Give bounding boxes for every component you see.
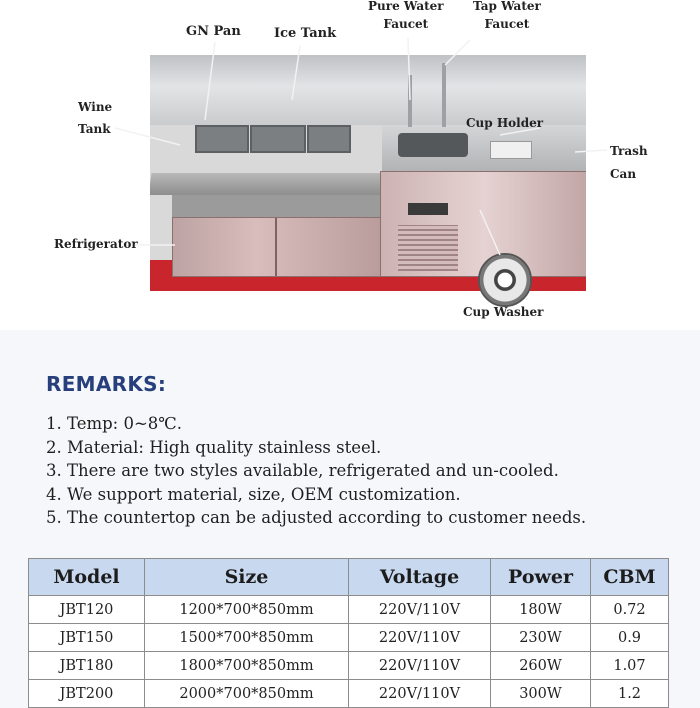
product-figure [0, 0, 700, 330]
cell-voltage: 220V/110V [349, 652, 491, 680]
label-gn-pan: GN Pan [186, 24, 241, 39]
cell-size: 1200*700*850mm [145, 596, 349, 624]
remark-item: 3. There are two styles available, refrigerated and un-cooled. [46, 461, 559, 480]
table-row [29, 596, 669, 624]
label-cup-washer: Cup Washer [463, 305, 544, 319]
cell-voltage: 220V/110V [349, 624, 491, 652]
label-wine-tank: Wine Tank [78, 100, 113, 136]
cell-model: JBT180 [29, 652, 145, 680]
cell-voltage: 220V/110V [349, 680, 491, 708]
cell-power: 260W [491, 652, 591, 680]
cell-cbm: 0.72 [591, 596, 669, 624]
label-tap-water-faucet: Tap Water Faucet [473, 0, 541, 31]
table-row [29, 624, 669, 652]
label-trash-can: Trash Can [610, 144, 648, 181]
remarks-section [46, 372, 666, 530]
table-row [29, 680, 669, 708]
remark-item: 5. The countertop can be adjusted according to customer needs. [46, 508, 587, 527]
callout-lines [0, 0, 700, 330]
cell-size: 2000*700*850mm [145, 680, 349, 708]
table-header-row [29, 559, 669, 596]
cell-cbm: 1.2 [591, 680, 669, 708]
header-cbm: CBM [591, 559, 669, 596]
remarks-title: REMARKS: [46, 372, 167, 396]
label-cup-holder: Cup Holder [466, 116, 544, 130]
cell-power: 300W [491, 680, 591, 708]
label-pure-water-faucet: Pure Water Faucet [368, 0, 444, 31]
cell-cbm: 0.9 [591, 624, 669, 652]
label-refrigerator: Refrigerator [54, 237, 138, 251]
remark-item: 1. Temp: 0~8℃. [46, 414, 183, 433]
cell-voltage: 220V/110V [349, 596, 491, 624]
cell-power: 180W [491, 596, 591, 624]
remark-item: 4. We support material, size, OEM customization. [46, 484, 461, 504]
header-power: Power [491, 559, 591, 596]
table-row [29, 652, 669, 680]
label-ice-tank: Ice Tank [274, 26, 337, 41]
cell-size: 1800*700*850mm [145, 652, 349, 680]
remark-item: 2. Material: High quality stainless steel. [46, 437, 382, 457]
cell-model: JBT200 [29, 680, 145, 708]
spec-table [28, 558, 669, 708]
header-model: Model [29, 559, 145, 596]
header-size: Size [145, 559, 349, 596]
cell-model: JBT150 [29, 624, 145, 652]
cell-model: JBT120 [29, 596, 145, 624]
cell-size: 1500*700*850mm [145, 624, 349, 652]
cell-power: 230W [491, 624, 591, 652]
cell-cbm: 1.07 [591, 652, 669, 680]
header-voltage: Voltage [349, 559, 491, 596]
